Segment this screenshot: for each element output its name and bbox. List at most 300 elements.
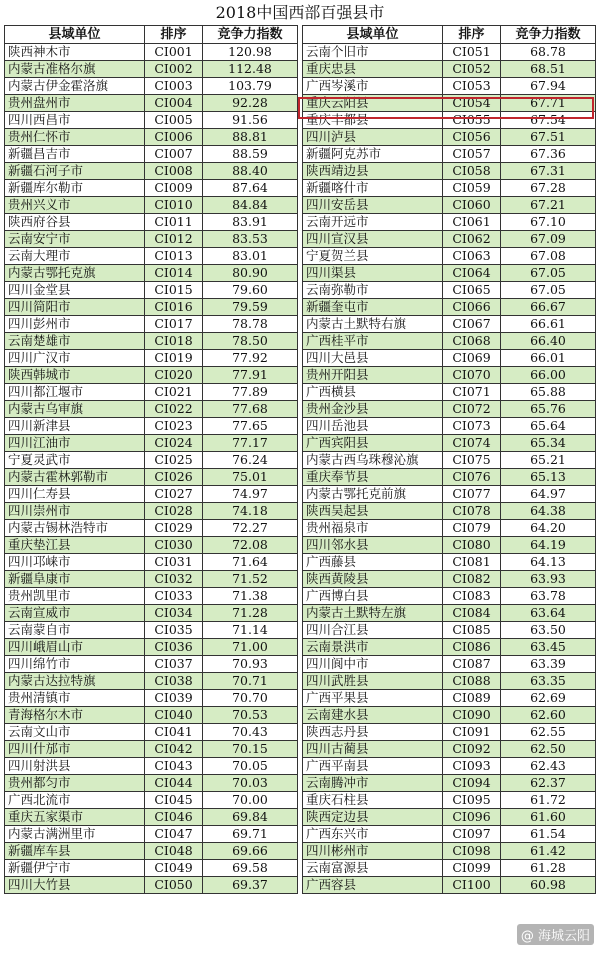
table-row: [303, 537, 596, 554]
page-title: 2018中国西部百强县市: [215, 3, 385, 22]
table-row: [5, 622, 298, 639]
county-cell: 贵州开阳县: [303, 367, 443, 384]
county-cell: 内蒙古准格尔旗: [5, 61, 145, 78]
header-index: 竞争力指数: [203, 26, 298, 44]
county-cell: 内蒙古达拉特旗: [5, 673, 145, 690]
table-row: [303, 316, 596, 333]
index-cell: 84.84: [203, 197, 298, 214]
rank-cell: CI072: [443, 401, 501, 418]
county-cell: 四川金堂县: [5, 282, 145, 299]
county-cell: 陕西定边县: [303, 809, 443, 826]
table-row: [5, 741, 298, 758]
rank-cell: CI076: [443, 469, 501, 486]
county-cell: 内蒙古土默特左旗: [303, 605, 443, 622]
index-cell: 77.17: [203, 435, 298, 452]
table-row: [303, 214, 596, 231]
county-cell: 四川武胜县: [303, 673, 443, 690]
index-cell: 67.54: [501, 112, 596, 129]
index-cell: 61.28: [501, 860, 596, 877]
rank-cell: CI018: [145, 333, 203, 350]
index-cell: 88.59: [203, 146, 298, 163]
county-cell: 陕西韩城市: [5, 367, 145, 384]
rank-cell: CI090: [443, 707, 501, 724]
county-cell: 云南宣威市: [5, 605, 145, 622]
table-row: [303, 588, 596, 605]
index-cell: 66.00: [501, 367, 596, 384]
county-cell: 云南开远市: [303, 214, 443, 231]
index-cell: 77.91: [203, 367, 298, 384]
index-cell: 83.91: [203, 214, 298, 231]
table-row: [303, 367, 596, 384]
county-cell: 四川大竹县: [5, 877, 145, 894]
table-row: [303, 690, 596, 707]
county-cell: 四川江油市: [5, 435, 145, 452]
index-cell: 65.34: [501, 435, 596, 452]
county-cell: 重庆奉节县: [303, 469, 443, 486]
index-cell: 64.97: [501, 486, 596, 503]
rank-cell: CI060: [443, 197, 501, 214]
county-cell: 四川仁寿县: [5, 486, 145, 503]
index-cell: 62.69: [501, 690, 596, 707]
index-cell: 88.81: [203, 129, 298, 146]
rank-cell: CI043: [145, 758, 203, 775]
rank-cell: CI038: [145, 673, 203, 690]
index-cell: 61.54: [501, 826, 596, 843]
rank-cell: CI030: [145, 537, 203, 554]
table-row: [5, 112, 298, 129]
header-rank: 排序: [443, 26, 501, 44]
county-cell: 新疆伊宁市: [5, 860, 145, 877]
county-cell: 贵州金沙县: [303, 401, 443, 418]
index-cell: 70.70: [203, 690, 298, 707]
index-cell: 88.40: [203, 163, 298, 180]
county-cell: 云南富源县: [303, 860, 443, 877]
county-cell: 宁夏灵武市: [5, 452, 145, 469]
rank-cell: CI055: [443, 112, 501, 129]
index-cell: 79.60: [203, 282, 298, 299]
county-cell: 四川合江县: [303, 622, 443, 639]
table-row: [303, 197, 596, 214]
rank-cell: CI085: [443, 622, 501, 639]
table-row: [303, 333, 596, 350]
table-row: [5, 877, 298, 894]
county-cell: 贵州仁怀市: [5, 129, 145, 146]
rank-cell: CI022: [145, 401, 203, 418]
rank-cell: CI047: [145, 826, 203, 843]
rank-cell: CI089: [443, 690, 501, 707]
rank-cell: CI027: [145, 486, 203, 503]
county-cell: 四川崇州市: [5, 503, 145, 520]
table-row: [303, 129, 596, 146]
index-cell: 65.21: [501, 452, 596, 469]
table-row: [303, 571, 596, 588]
index-cell: 69.71: [203, 826, 298, 843]
county-cell: 贵州兴义市: [5, 197, 145, 214]
rank-cell: CI016: [145, 299, 203, 316]
rank-cell: CI017: [145, 316, 203, 333]
index-cell: 63.93: [501, 571, 596, 588]
table-row: [5, 707, 298, 724]
table-row: [303, 248, 596, 265]
county-cell: 青海格尔木市: [5, 707, 145, 724]
rank-cell: CI068: [443, 333, 501, 350]
county-cell: 重庆忠县: [303, 61, 443, 78]
index-cell: 66.40: [501, 333, 596, 350]
table-row: [303, 469, 596, 486]
county-cell: 广西藤县: [303, 554, 443, 571]
rank-cell: CI051: [443, 44, 501, 61]
county-cell: 四川安岳县: [303, 197, 443, 214]
county-cell: 贵州都匀市: [5, 775, 145, 792]
county-cell: 四川渠县: [303, 265, 443, 282]
index-cell: 65.64: [501, 418, 596, 435]
index-cell: 78.78: [203, 316, 298, 333]
table-row: [303, 520, 596, 537]
table-row: [303, 231, 596, 248]
rank-cell: CI069: [443, 350, 501, 367]
table-row: [303, 775, 596, 792]
table-body-left: [5, 44, 298, 894]
rank-cell: CI048: [145, 843, 203, 860]
rank-cell: CI056: [443, 129, 501, 146]
county-cell: 陕西靖边县: [303, 163, 443, 180]
rank-cell: CI093: [443, 758, 501, 775]
table-header-row: [303, 26, 596, 44]
rank-cell: CI053: [443, 78, 501, 95]
rank-cell: CI071: [443, 384, 501, 401]
rank-cell: CI020: [145, 367, 203, 384]
rank-cell: CI026: [145, 469, 203, 486]
county-cell: 云南安宁市: [5, 231, 145, 248]
rank-cell: CI079: [443, 520, 501, 537]
index-cell: 63.35: [501, 673, 596, 690]
county-cell: 贵州清镇市: [5, 690, 145, 707]
rank-cell: CI059: [443, 180, 501, 197]
index-cell: 61.72: [501, 792, 596, 809]
rank-cell: CI034: [145, 605, 203, 622]
index-cell: 63.64: [501, 605, 596, 622]
index-cell: 66.67: [501, 299, 596, 316]
index-cell: 70.71: [203, 673, 298, 690]
county-cell: 内蒙古伊金霍洛旗: [5, 78, 145, 95]
rank-cell: CI050: [145, 877, 203, 894]
rank-cell: CI081: [443, 554, 501, 571]
rank-cell: CI037: [145, 656, 203, 673]
table-row: [5, 639, 298, 656]
table-row: [5, 724, 298, 741]
county-cell: 广西宾阳县: [303, 435, 443, 452]
table-row: [303, 180, 596, 197]
rank-cell: CI054: [443, 95, 501, 112]
index-cell: 63.39: [501, 656, 596, 673]
rank-cell: CI042: [145, 741, 203, 758]
county-cell: 内蒙古西乌珠穆沁旗: [303, 452, 443, 469]
index-cell: 74.97: [203, 486, 298, 503]
county-cell: 云南弥勒市: [303, 282, 443, 299]
county-cell: 四川简阳市: [5, 299, 145, 316]
table-row: [303, 384, 596, 401]
index-cell: 67.28: [501, 180, 596, 197]
rank-cell: CI098: [443, 843, 501, 860]
index-cell: 78.50: [203, 333, 298, 350]
rank-cell: CI084: [443, 605, 501, 622]
county-cell: 重庆丰都县: [303, 112, 443, 129]
table-row: [5, 384, 298, 401]
rank-cell: CI025: [145, 452, 203, 469]
county-cell: 四川彬州市: [303, 843, 443, 860]
table-row: [5, 78, 298, 95]
index-cell: 62.55: [501, 724, 596, 741]
rank-cell: CI012: [145, 231, 203, 248]
table-row: [303, 78, 596, 95]
index-cell: 65.88: [501, 384, 596, 401]
index-cell: 71.28: [203, 605, 298, 622]
index-cell: 67.36: [501, 146, 596, 163]
index-cell: 67.94: [501, 78, 596, 95]
county-cell: 重庆石柱县: [303, 792, 443, 809]
table-row: [5, 401, 298, 418]
table-row: [5, 469, 298, 486]
index-cell: 62.60: [501, 707, 596, 724]
table-row: [5, 316, 298, 333]
rank-cell: CI045: [145, 792, 203, 809]
table-row: [5, 418, 298, 435]
index-cell: 71.14: [203, 622, 298, 639]
rank-cell: CI078: [443, 503, 501, 520]
county-cell: 陕西吴起县: [303, 503, 443, 520]
index-cell: 67.05: [501, 265, 596, 282]
table-row: [303, 843, 596, 860]
rank-cell: CI062: [443, 231, 501, 248]
county-cell: 重庆垫江县: [5, 537, 145, 554]
table-row: [303, 673, 596, 690]
index-cell: 67.09: [501, 231, 596, 248]
table-row: [303, 146, 596, 163]
table-row: [5, 554, 298, 571]
rank-cell: CI019: [145, 350, 203, 367]
county-cell: 四川新津县: [5, 418, 145, 435]
county-cell: 陕西黄陵县: [303, 571, 443, 588]
table-row: [5, 503, 298, 520]
county-cell: 新疆库车县: [5, 843, 145, 860]
rank-cell: CI064: [443, 265, 501, 282]
rank-cell: CI080: [443, 537, 501, 554]
table-row: [5, 367, 298, 384]
index-cell: 62.37: [501, 775, 596, 792]
table-row: [303, 809, 596, 826]
county-cell: 宁夏贺兰县: [303, 248, 443, 265]
table-row: [5, 129, 298, 146]
county-cell: 广西容县: [303, 877, 443, 894]
index-cell: 71.64: [203, 554, 298, 571]
county-cell: 四川阆中市: [303, 656, 443, 673]
table-row: [5, 44, 298, 61]
table-row: [303, 622, 596, 639]
rank-cell: CI063: [443, 248, 501, 265]
index-cell: 77.65: [203, 418, 298, 435]
table-row: [5, 792, 298, 809]
county-cell: 新疆奎屯市: [303, 299, 443, 316]
table-row: [303, 860, 596, 877]
rank-cell: CI094: [443, 775, 501, 792]
table-row: [303, 299, 596, 316]
county-cell: 贵州盘州市: [5, 95, 145, 112]
rank-cell: CI028: [145, 503, 203, 520]
county-cell: 四川古蔺县: [303, 741, 443, 758]
county-cell: 广西岑溪市: [303, 78, 443, 95]
county-cell: 陕西府谷县: [5, 214, 145, 231]
index-cell: 70.00: [203, 792, 298, 809]
index-cell: 69.37: [203, 877, 298, 894]
county-cell: 四川什邡市: [5, 741, 145, 758]
rank-cell: CI029: [145, 520, 203, 537]
index-cell: 67.31: [501, 163, 596, 180]
index-cell: 65.13: [501, 469, 596, 486]
table-row: [303, 44, 596, 61]
index-cell: 83.01: [203, 248, 298, 265]
table-body-right: [303, 44, 596, 894]
table-row: [5, 248, 298, 265]
rank-cell: CI058: [443, 163, 501, 180]
rank-cell: CI035: [145, 622, 203, 639]
table-header-row: [5, 26, 298, 44]
rank-cell: CI049: [145, 860, 203, 877]
rank-cell: CI004: [145, 95, 203, 112]
county-cell: 云南文山市: [5, 724, 145, 741]
rank-cell: CI044: [145, 775, 203, 792]
index-cell: 66.01: [501, 350, 596, 367]
table-row: [5, 588, 298, 605]
table-row: [5, 197, 298, 214]
index-cell: 67.21: [501, 197, 596, 214]
county-cell: 内蒙古乌审旗: [5, 401, 145, 418]
table-row: [5, 843, 298, 860]
index-cell: 70.05: [203, 758, 298, 775]
index-cell: 69.66: [203, 843, 298, 860]
index-cell: 103.79: [203, 78, 298, 95]
rank-cell: CI091: [443, 724, 501, 741]
table-row: [5, 333, 298, 350]
table-row: [303, 877, 596, 894]
rank-cell: CI024: [145, 435, 203, 452]
index-cell: 67.71: [501, 95, 596, 112]
index-cell: 67.08: [501, 248, 596, 265]
county-cell: 云南个旧市: [303, 44, 443, 61]
index-cell: 63.78: [501, 588, 596, 605]
table-row: [303, 605, 596, 622]
county-cell: 广西桂平市: [303, 333, 443, 350]
county-cell: 云南景洪市: [303, 639, 443, 656]
county-cell: 重庆五家渠市: [5, 809, 145, 826]
index-cell: 72.08: [203, 537, 298, 554]
rank-cell: CI039: [145, 690, 203, 707]
rank-cell: CI100: [443, 877, 501, 894]
rank-cell: CI061: [443, 214, 501, 231]
rank-cell: CI083: [443, 588, 501, 605]
rank-cell: CI023: [145, 418, 203, 435]
rank-cell: CI041: [145, 724, 203, 741]
table-row: [5, 571, 298, 588]
index-cell: 75.01: [203, 469, 298, 486]
rank-cell: CI011: [145, 214, 203, 231]
county-cell: 新疆石河子市: [5, 163, 145, 180]
index-cell: 70.93: [203, 656, 298, 673]
table-row: [5, 690, 298, 707]
index-cell: 70.53: [203, 707, 298, 724]
index-cell: 72.27: [203, 520, 298, 537]
index-cell: 67.05: [501, 282, 596, 299]
rank-cell: CI002: [145, 61, 203, 78]
county-cell: 广西横县: [303, 384, 443, 401]
rank-cell: CI008: [145, 163, 203, 180]
highlight-box-yunyang: [298, 97, 594, 119]
rank-cell: CI096: [443, 809, 501, 826]
index-cell: 65.76: [501, 401, 596, 418]
table-row: [303, 503, 596, 520]
rank-cell: CI007: [145, 146, 203, 163]
index-cell: 64.13: [501, 554, 596, 571]
county-cell: 四川都江堰市: [5, 384, 145, 401]
rank-cell: CI082: [443, 571, 501, 588]
header-rank: 排序: [145, 26, 203, 44]
table-row: [5, 180, 298, 197]
county-cell: 四川邛崃市: [5, 554, 145, 571]
rank-cell: CI013: [145, 248, 203, 265]
index-cell: 77.89: [203, 384, 298, 401]
county-cell: 四川泸县: [303, 129, 443, 146]
index-cell: 67.10: [501, 214, 596, 231]
index-cell: 68.51: [501, 61, 596, 78]
county-cell: 云南腾冲市: [303, 775, 443, 792]
rank-cell: CI088: [443, 673, 501, 690]
index-cell: 62.50: [501, 741, 596, 758]
rank-cell: CI040: [145, 707, 203, 724]
index-cell: 67.51: [501, 129, 596, 146]
rank-cell: CI021: [145, 384, 203, 401]
header-county: 县域单位: [303, 26, 443, 44]
rank-cell: CI077: [443, 486, 501, 503]
index-cell: 91.56: [203, 112, 298, 129]
rank-cell: CI033: [145, 588, 203, 605]
county-cell: 内蒙古满洲里市: [5, 826, 145, 843]
index-cell: 71.38: [203, 588, 298, 605]
rank-cell: CI009: [145, 180, 203, 197]
county-cell: 内蒙古霍林郭勒市: [5, 469, 145, 486]
county-cell: 四川峨眉山市: [5, 639, 145, 656]
table-row: [303, 486, 596, 503]
rank-cell: CI065: [443, 282, 501, 299]
rank-cell: CI015: [145, 282, 203, 299]
county-cell: 内蒙古鄂托克前旗: [303, 486, 443, 503]
table-row: [5, 452, 298, 469]
rank-cell: CI086: [443, 639, 501, 656]
table-row: [5, 282, 298, 299]
county-cell: 新疆喀什市: [303, 180, 443, 197]
table-row: [5, 826, 298, 843]
index-cell: 77.68: [203, 401, 298, 418]
county-cell: 云南建水县: [303, 707, 443, 724]
index-cell: 64.20: [501, 520, 596, 537]
rank-cell: CI006: [145, 129, 203, 146]
table-row: [303, 554, 596, 571]
table-row: [303, 265, 596, 282]
county-cell: 新疆库尔勒市: [5, 180, 145, 197]
rank-cell: CI036: [145, 639, 203, 656]
county-cell: 四川绵竹市: [5, 656, 145, 673]
rank-cell: CI032: [145, 571, 203, 588]
county-cell: 贵州凯里市: [5, 588, 145, 605]
county-cell: 四川射洪县: [5, 758, 145, 775]
